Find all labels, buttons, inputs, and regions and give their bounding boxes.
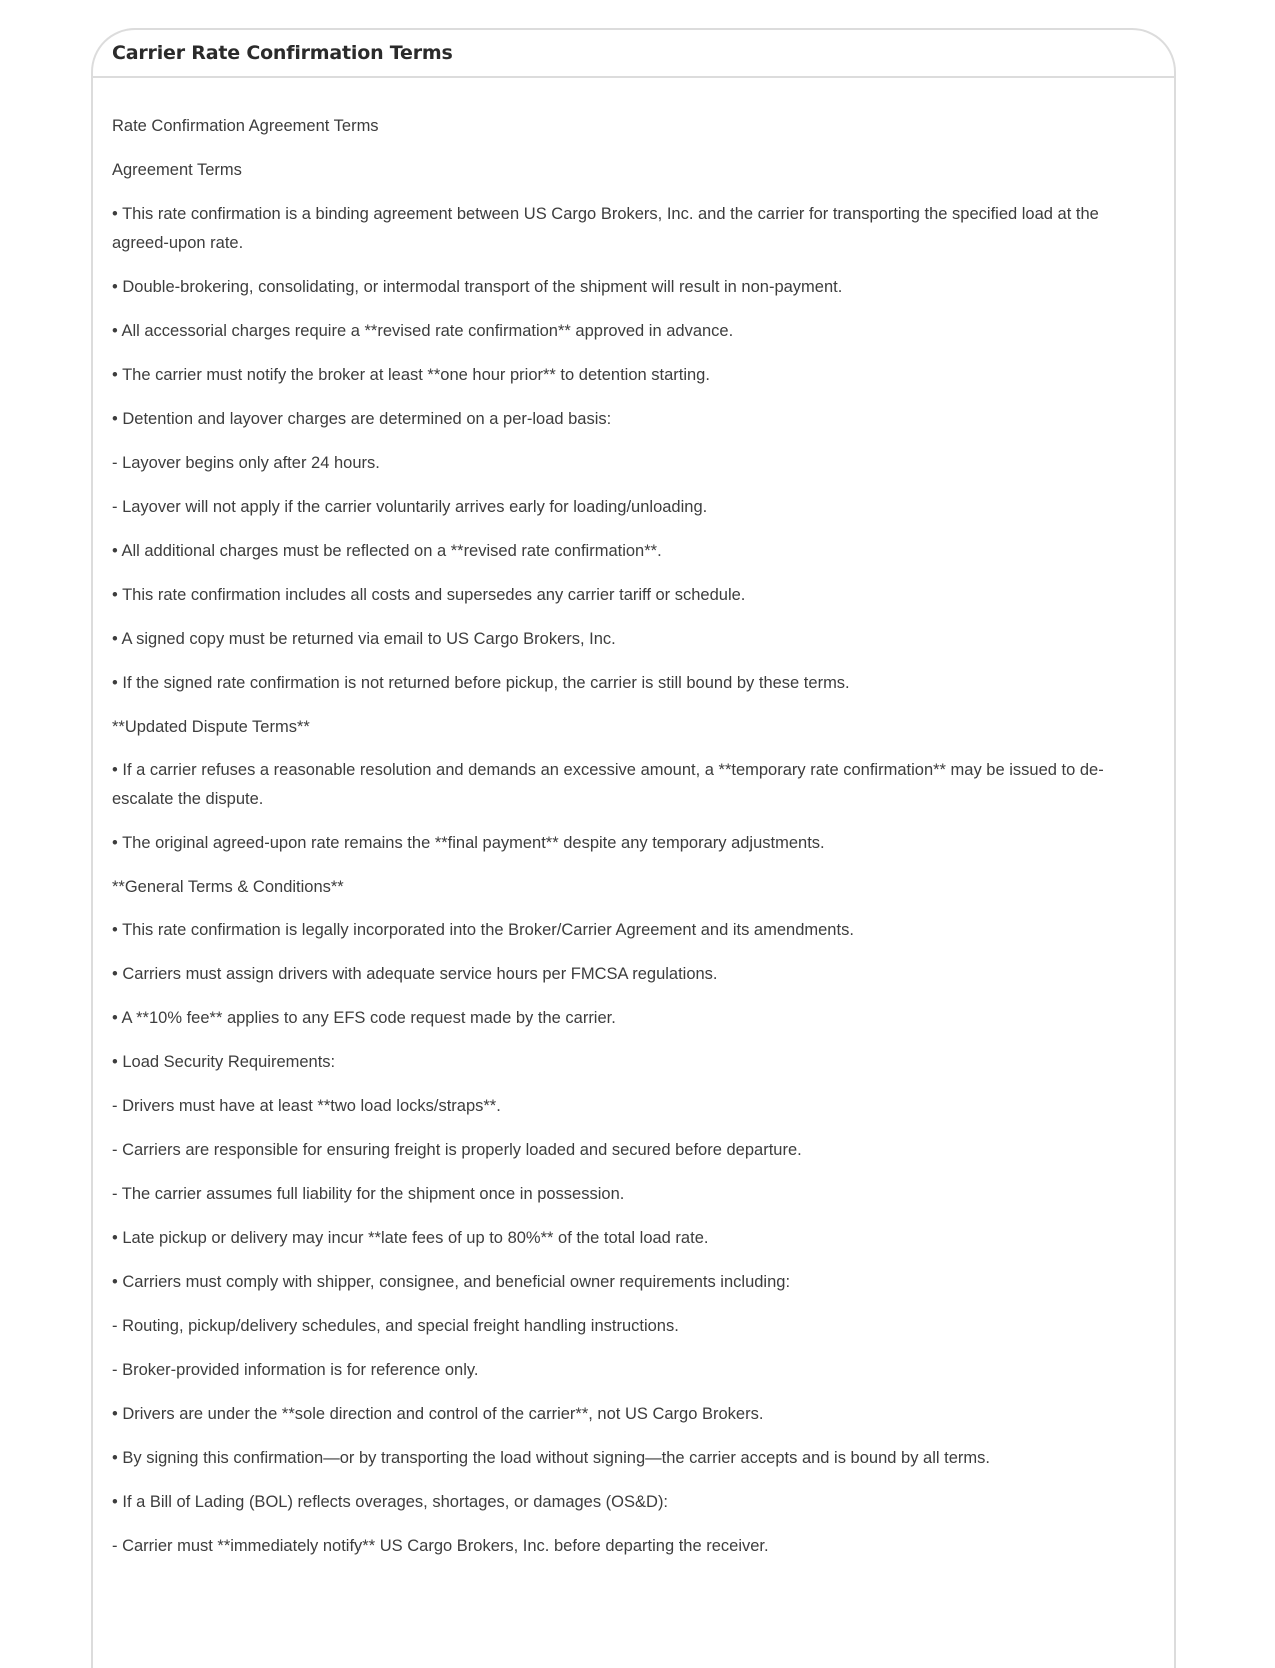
terms-line: • If a Bill of Lading (BOL) reflects overages, shortages, or damages (OS&D): [112, 1493, 669, 1511]
terms-line: • Detention and layover charges are determined on a per-load basis: [112, 410, 612, 428]
terms-line: • Drivers are under the **sole direction and control of the carrier**, not US Cargo Brokers. [112, 1405, 764, 1423]
terms-panel [91, 28, 1176, 1668]
terms-line: • A signed copy must be returned via email to US Cargo Brokers, Inc. [112, 630, 616, 648]
terms-line: • This rate confirmation is a binding agreement between US Cargo Brokers, Inc. and the carrier for transporting the specified load at the agreed-upon rate. [112, 205, 1099, 252]
terms-line: • Carriers must assign drivers with adequate service hours per FMCSA regulations. [112, 965, 718, 983]
terms-line: - Drivers must have at least **two load locks/straps**. [112, 1097, 501, 1115]
terms-line: • This rate confirmation includes all costs and supersedes any carrier tariff or schedule. [112, 586, 746, 604]
terms-line: • The original agreed-upon rate remains the **final payment** despite any temporary adjustments. [112, 834, 825, 852]
terms-line: - Routing, pickup/delivery schedules, and special freight handling instructions. [112, 1317, 679, 1335]
section-heading: **General Terms & Conditions** [112, 878, 344, 896]
terms-line: Agreement Terms [112, 161, 242, 179]
terms-line: • The carrier must notify the broker at least **one hour prior** to detention starting. [112, 366, 710, 384]
terms-line: • A **10% fee** applies to any EFS code request made by the carrier. [112, 1009, 616, 1027]
terms-line: - Carrier must **immediately notify** US Cargo Brokers, Inc. before departing the receiver. [112, 1537, 769, 1555]
terms-line: Rate Confirmation Agreement Terms [112, 117, 379, 135]
terms-line: - The carrier assumes full liability for the shipment once in possession. [112, 1185, 625, 1203]
terms-line: • If the signed rate confirmation is not returned before pickup, the carrier is still bound by these terms. [112, 674, 850, 692]
section-heading: **Updated Dispute Terms** [112, 718, 310, 736]
terms-line: • By signing this confirmation—or by transporting the load without signing—the carrier accepts and is bound by all terms. [112, 1449, 990, 1467]
terms-line: - Broker-provided information is for reference only. [112, 1361, 479, 1379]
terms-line: • Double-brokering, consolidating, or intermodal transport of the shipment will result in non-payment. [112, 278, 843, 296]
terms-line: • All additional charges must be reflected on a **revised rate confirmation**. [112, 542, 662, 560]
panel-header [93, 30, 1174, 78]
panel-title: Carrier Rate Confirmation Terms [112, 42, 453, 64]
terms-line: • All accessorial charges require a **revised rate confirmation** approved in advance. [112, 322, 734, 340]
terms-line: - Layover begins only after 24 hours. [112, 454, 380, 472]
terms-line: • Carriers must comply with shipper, consignee, and beneficial owner requirements including: [112, 1273, 791, 1291]
terms-line: • This rate confirmation is legally incorporated into the Broker/Carrier Agreement and its amendments. [112, 921, 854, 939]
terms-line: • Load Security Requirements: [112, 1053, 336, 1071]
terms-body[interactable] [93, 78, 1174, 1561]
terms-line: - Layover will not apply if the carrier voluntarily arrives early for loading/unloading. [112, 498, 708, 516]
terms-line: - Carriers are responsible for ensuring freight is properly loaded and secured before departure. [112, 1141, 802, 1159]
terms-line: • If a carrier refuses a reasonable resolution and demands an excessive amount, a **temporary rate confirmation** may be issued to de-escalate the dispute. [112, 761, 1104, 808]
terms-line: • Late pickup or delivery may incur **late fees of up to 80%** of the total load rate. [112, 1229, 709, 1247]
